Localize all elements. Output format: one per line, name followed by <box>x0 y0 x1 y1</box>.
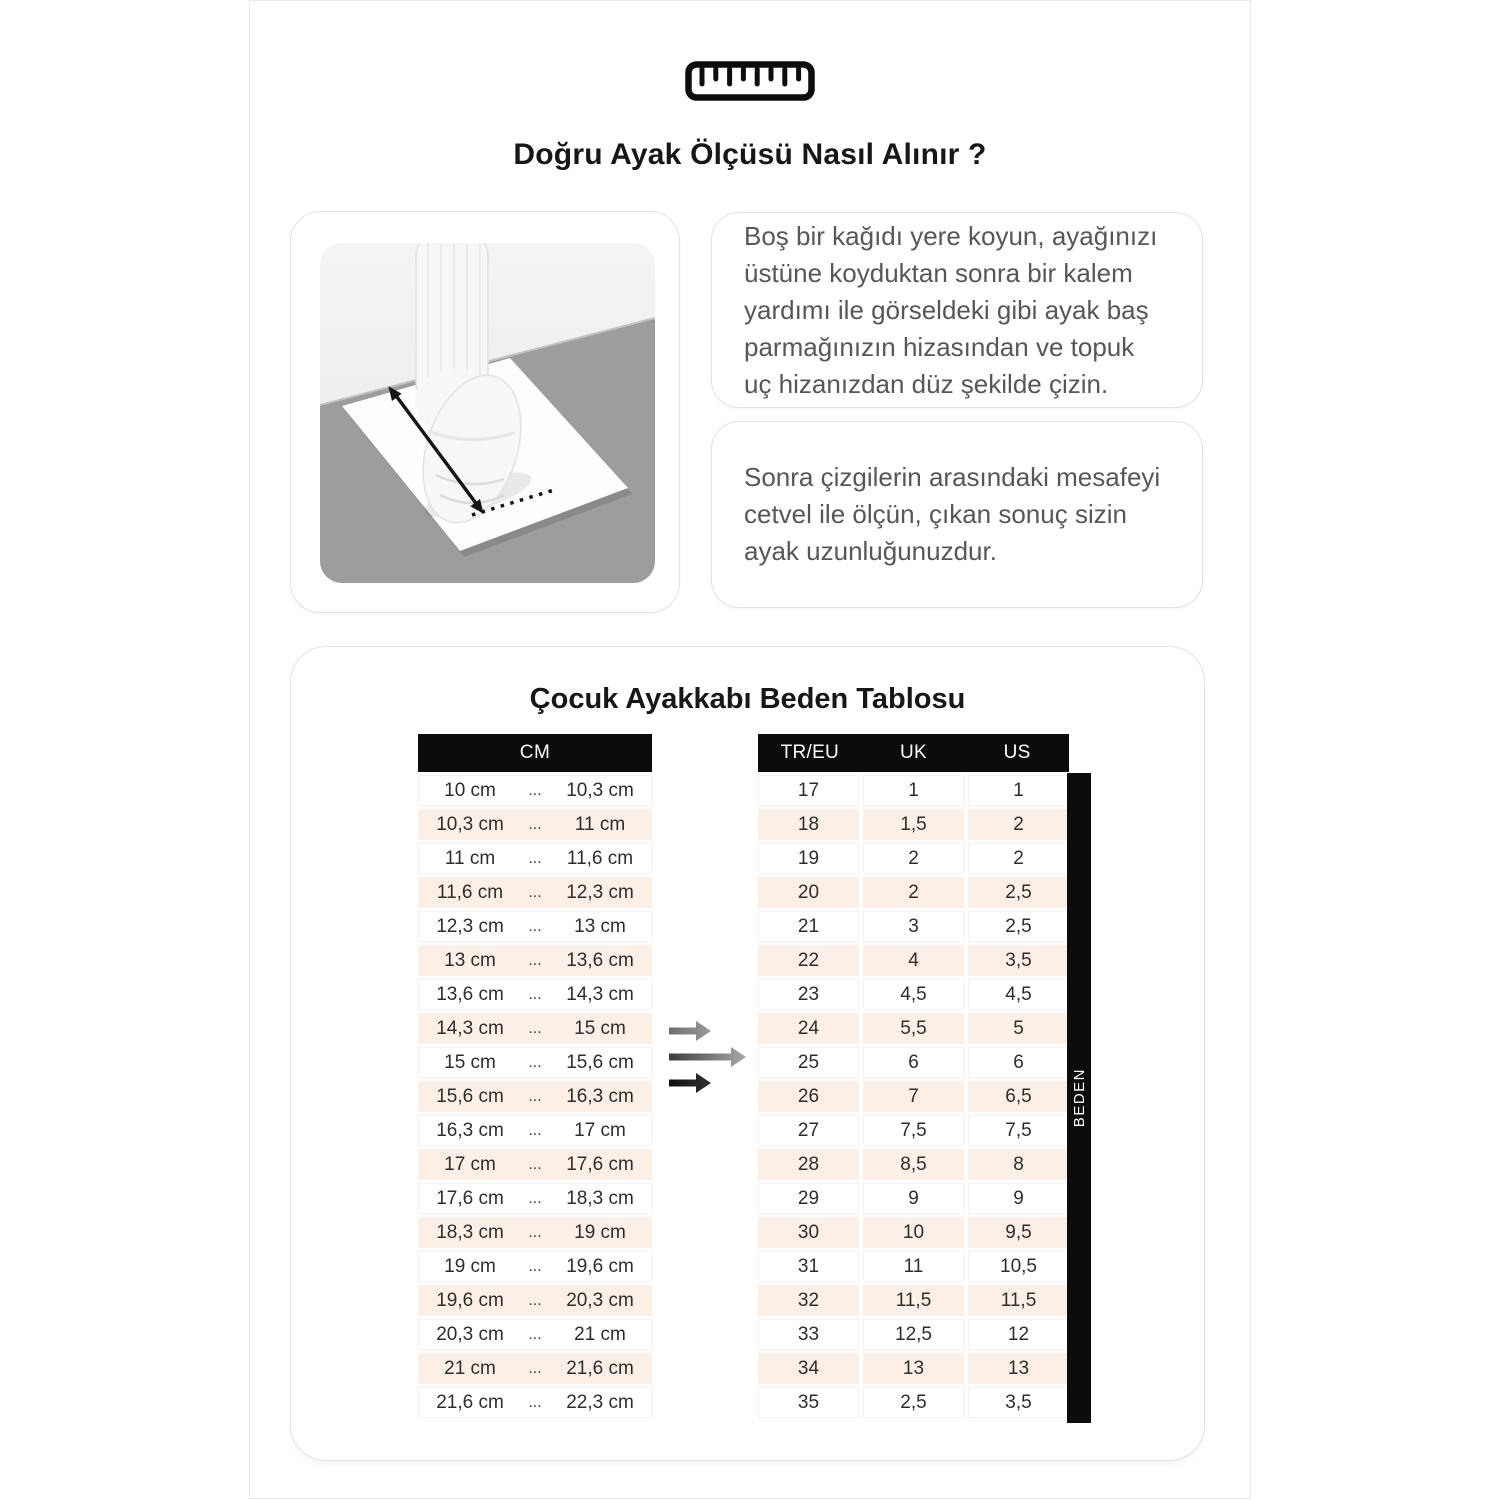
range-dots: ... <box>528 917 542 935</box>
range-dots: ... <box>528 1019 542 1037</box>
conversion-table-row <box>758 1285 1069 1316</box>
measurement-photo-card <box>290 211 680 613</box>
range-dots: ... <box>528 1325 542 1343</box>
cm-from: 18,3 cm <box>436 1221 504 1243</box>
range-dots: ... <box>528 1291 542 1309</box>
instruction-step2-text: Sonra çizgilerin arasındaki mesafeyi cetvel ile ölçün, çıkan sonuç sizin ayak uzunluğunuzdur. <box>744 462 1161 566</box>
cm-table-row <box>418 1319 652 1350</box>
conversion-table-row <box>758 1251 1069 1282</box>
cm-from: 12,3 cm <box>436 915 504 937</box>
cm-to: 21,6 cm <box>566 1357 634 1379</box>
conversion-table-row <box>758 1183 1069 1214</box>
conversion-table-row <box>758 1081 1069 1112</box>
us-size: 10,5 <box>968 1251 1069 1282</box>
cm-to: 19,6 cm <box>566 1255 634 1277</box>
size-table-card <box>290 646 1205 1461</box>
conversion-table-row <box>758 911 1069 942</box>
uk-size: 4 <box>863 945 964 976</box>
tr-eu-size: 34 <box>758 1353 859 1384</box>
us-size: 6 <box>968 1047 1069 1078</box>
conversion-table-row <box>758 775 1069 806</box>
us-size: 2 <box>968 809 1069 840</box>
cm-to: 12,3 cm <box>566 881 634 903</box>
cm-to: 20,3 cm <box>566 1289 634 1311</box>
uk-size: 8,5 <box>863 1149 964 1180</box>
cm-from: 11 cm <box>444 847 496 869</box>
uk-size: 11,5 <box>863 1285 964 1316</box>
cm-table-row <box>418 1183 652 1214</box>
tr-eu-size: 27 <box>758 1115 859 1146</box>
cm-from: 20,3 cm <box>436 1323 504 1345</box>
cm-table-row <box>418 809 652 840</box>
cm-from: 16,3 cm <box>436 1119 504 1141</box>
us-size: 3,5 <box>968 1387 1069 1418</box>
tr-eu-size: 18 <box>758 809 859 840</box>
header-us: US <box>1003 742 1031 763</box>
range-dots: ... <box>528 1155 542 1173</box>
range-dots: ... <box>528 781 542 799</box>
uk-size: 13 <box>863 1353 964 1384</box>
range-dots: ... <box>528 1121 542 1139</box>
us-size: 12 <box>968 1319 1069 1350</box>
uk-size: 3 <box>863 911 964 942</box>
conversion-table-row <box>758 1149 1069 1180</box>
cm-table-row <box>418 775 652 806</box>
uk-size: 2 <box>863 843 964 874</box>
cm-to: 13 cm <box>574 915 626 937</box>
uk-size: 7,5 <box>863 1115 964 1146</box>
cm-from: 19,6 cm <box>436 1289 504 1311</box>
range-dots: ... <box>528 815 542 833</box>
cm-from: 15,6 cm <box>436 1085 504 1107</box>
tr-eu-size: 25 <box>758 1047 859 1078</box>
cm-to: 19 cm <box>574 1221 626 1243</box>
tr-eu-size: 24 <box>758 1013 859 1044</box>
cm-to: 16,3 cm <box>566 1085 634 1107</box>
range-dots: ... <box>528 1053 542 1071</box>
cm-table-row <box>418 1285 652 1316</box>
us-size: 2,5 <box>968 911 1069 942</box>
cm-table-header: CM <box>418 734 652 772</box>
range-dots: ... <box>528 1087 542 1105</box>
cm-to: 11 cm <box>574 813 626 835</box>
instruction-step2-card <box>711 421 1203 608</box>
conversion-table-row <box>758 945 1069 976</box>
us-size: 11,5 <box>968 1285 1069 1316</box>
tr-eu-size: 19 <box>758 843 859 874</box>
conversion-table-row <box>758 1047 1069 1078</box>
convert-arrows-icon <box>669 1019 761 1095</box>
cm-table-row <box>418 843 652 874</box>
conversion-table-header <box>758 734 1069 772</box>
conversion-table-row <box>758 1013 1069 1044</box>
uk-size: 6 <box>863 1047 964 1078</box>
range-dots: ... <box>528 951 542 969</box>
us-size: 13 <box>968 1353 1069 1384</box>
cm-table-row <box>418 979 652 1010</box>
size-section-title: Çocuk Ayakkabı Beden Tablosu <box>529 683 966 715</box>
tr-eu-size: 17 <box>758 775 859 806</box>
uk-size: 1 <box>863 775 964 806</box>
range-dots: ... <box>528 1189 542 1207</box>
conversion-table-row <box>758 1319 1069 1350</box>
us-size: 5 <box>968 1013 1069 1044</box>
conversion-table-row <box>758 877 1069 908</box>
cm-table-rows <box>418 775 652 1418</box>
uk-size: 9 <box>863 1183 964 1214</box>
range-dots: ... <box>528 883 542 901</box>
tr-eu-size: 21 <box>758 911 859 942</box>
beden-label: BEDEN <box>1070 1068 1088 1128</box>
uk-size: 2 <box>863 877 964 908</box>
cm-from: 11,6 cm <box>436 881 504 903</box>
cm-to: 15,6 cm <box>566 1051 634 1073</box>
tr-eu-size: 30 <box>758 1217 859 1248</box>
content-panel <box>249 0 1251 1499</box>
cm-from: 21,6 cm <box>436 1391 504 1413</box>
cm-table-row <box>418 1115 652 1146</box>
uk-size: 4,5 <box>863 979 964 1010</box>
cm-table-row <box>418 1251 652 1282</box>
cm-from: 17 cm <box>444 1153 496 1175</box>
cm-table-row <box>418 1149 652 1180</box>
conversion-table-row <box>758 1115 1069 1146</box>
us-size: 4,5 <box>968 979 1069 1010</box>
tr-eu-size: 28 <box>758 1149 859 1180</box>
range-dots: ... <box>528 1223 542 1241</box>
cm-to: 13,6 cm <box>566 949 634 971</box>
range-dots: ... <box>528 985 542 1003</box>
cm-to: 22,3 cm <box>566 1391 634 1413</box>
cm-to: 18,3 cm <box>566 1187 634 1209</box>
conversion-table <box>758 734 1069 1418</box>
cm-to: 10,3 cm <box>566 779 634 801</box>
beden-bar <box>1067 773 1091 1423</box>
us-size: 2,5 <box>968 877 1069 908</box>
tr-eu-size: 22 <box>758 945 859 976</box>
cm-to: 15 cm <box>574 1017 626 1039</box>
uk-size: 11 <box>863 1251 964 1282</box>
range-dots: ... <box>528 849 542 867</box>
uk-size: 10 <box>863 1217 964 1248</box>
cm-to: 17 cm <box>574 1119 626 1141</box>
cm-table-row <box>418 1047 652 1078</box>
cm-from: 13,6 cm <box>436 983 504 1005</box>
tr-eu-size: 33 <box>758 1319 859 1350</box>
conversion-table-row <box>758 809 1069 840</box>
cm-table-row <box>418 1387 652 1418</box>
conversion-table-row <box>758 1217 1069 1248</box>
instruction-step1-text: Boş bir kağıdı yere koyun, ayağınızı üstüne koyduktan sonra bir kalem yardımı ile görseldeki gibi ayak baş parmağınızın hizasından ve topuk uç hizanızdan düz şekilde çizin. <box>744 220 1158 399</box>
cm-table-row <box>418 1013 652 1044</box>
tr-eu-size: 26 <box>758 1081 859 1112</box>
us-size: 2 <box>968 843 1069 874</box>
cm-from: 10,3 cm <box>436 813 504 835</box>
cm-table-row <box>418 1353 652 1384</box>
conversion-table-row <box>758 1353 1069 1384</box>
cm-from: 10 cm <box>444 779 496 801</box>
cm-from: 15 cm <box>444 1051 496 1073</box>
cm-from: 13 cm <box>444 949 496 971</box>
cm-to: 11,6 cm <box>566 847 634 869</box>
header-tr-eu: TR/EU <box>780 742 840 763</box>
cm-from: 17,6 cm <box>436 1187 504 1209</box>
cm-from: 21 cm <box>444 1357 496 1379</box>
range-dots: ... <box>528 1393 542 1411</box>
tr-eu-size: 20 <box>758 877 859 908</box>
conversion-table-row <box>758 979 1069 1010</box>
ruler-icon <box>685 61 815 101</box>
tr-eu-size: 35 <box>758 1387 859 1418</box>
cm-to: 17,6 cm <box>566 1153 634 1175</box>
us-size: 6,5 <box>968 1081 1069 1112</box>
us-size: 3,5 <box>968 945 1069 976</box>
cm-table-row <box>418 1081 652 1112</box>
uk-size: 12,5 <box>863 1319 964 1350</box>
us-size: 8 <box>968 1149 1069 1180</box>
us-size: 9,5 <box>968 1217 1069 1248</box>
cm-to: 14,3 cm <box>566 983 634 1005</box>
tr-eu-size: 31 <box>758 1251 859 1282</box>
cm-table-row <box>418 877 652 908</box>
conversion-table-row <box>758 1387 1069 1418</box>
instruction-step1-card <box>711 212 1203 408</box>
uk-size: 7 <box>863 1081 964 1112</box>
foot-measurement-photo <box>320 243 655 583</box>
cm-from: 14,3 cm <box>436 1017 504 1039</box>
cm-from: 19 cm <box>444 1255 496 1277</box>
range-dots: ... <box>528 1359 542 1377</box>
uk-size: 1,5 <box>863 809 964 840</box>
cm-table-row <box>418 1217 652 1248</box>
range-dots: ... <box>528 1257 542 1275</box>
tr-eu-size: 29 <box>758 1183 859 1214</box>
cm-table-row <box>418 911 652 942</box>
header-uk: UK <box>899 742 927 763</box>
conversion-table-rows <box>758 775 1069 1418</box>
uk-size: 5,5 <box>863 1013 964 1044</box>
tr-eu-size: 23 <box>758 979 859 1010</box>
tr-eu-size: 32 <box>758 1285 859 1316</box>
conversion-table-row <box>758 843 1069 874</box>
page-title: Doğru Ayak Ölçüsü Nasıl Alınır ? <box>513 138 987 171</box>
us-size: 7,5 <box>968 1115 1069 1146</box>
us-size: 9 <box>968 1183 1069 1214</box>
cm-to: 21 cm <box>574 1323 626 1345</box>
cm-table <box>418 734 652 1418</box>
cm-table-row <box>418 945 652 976</box>
uk-size: 2,5 <box>863 1387 964 1418</box>
us-size: 1 <box>968 775 1069 806</box>
